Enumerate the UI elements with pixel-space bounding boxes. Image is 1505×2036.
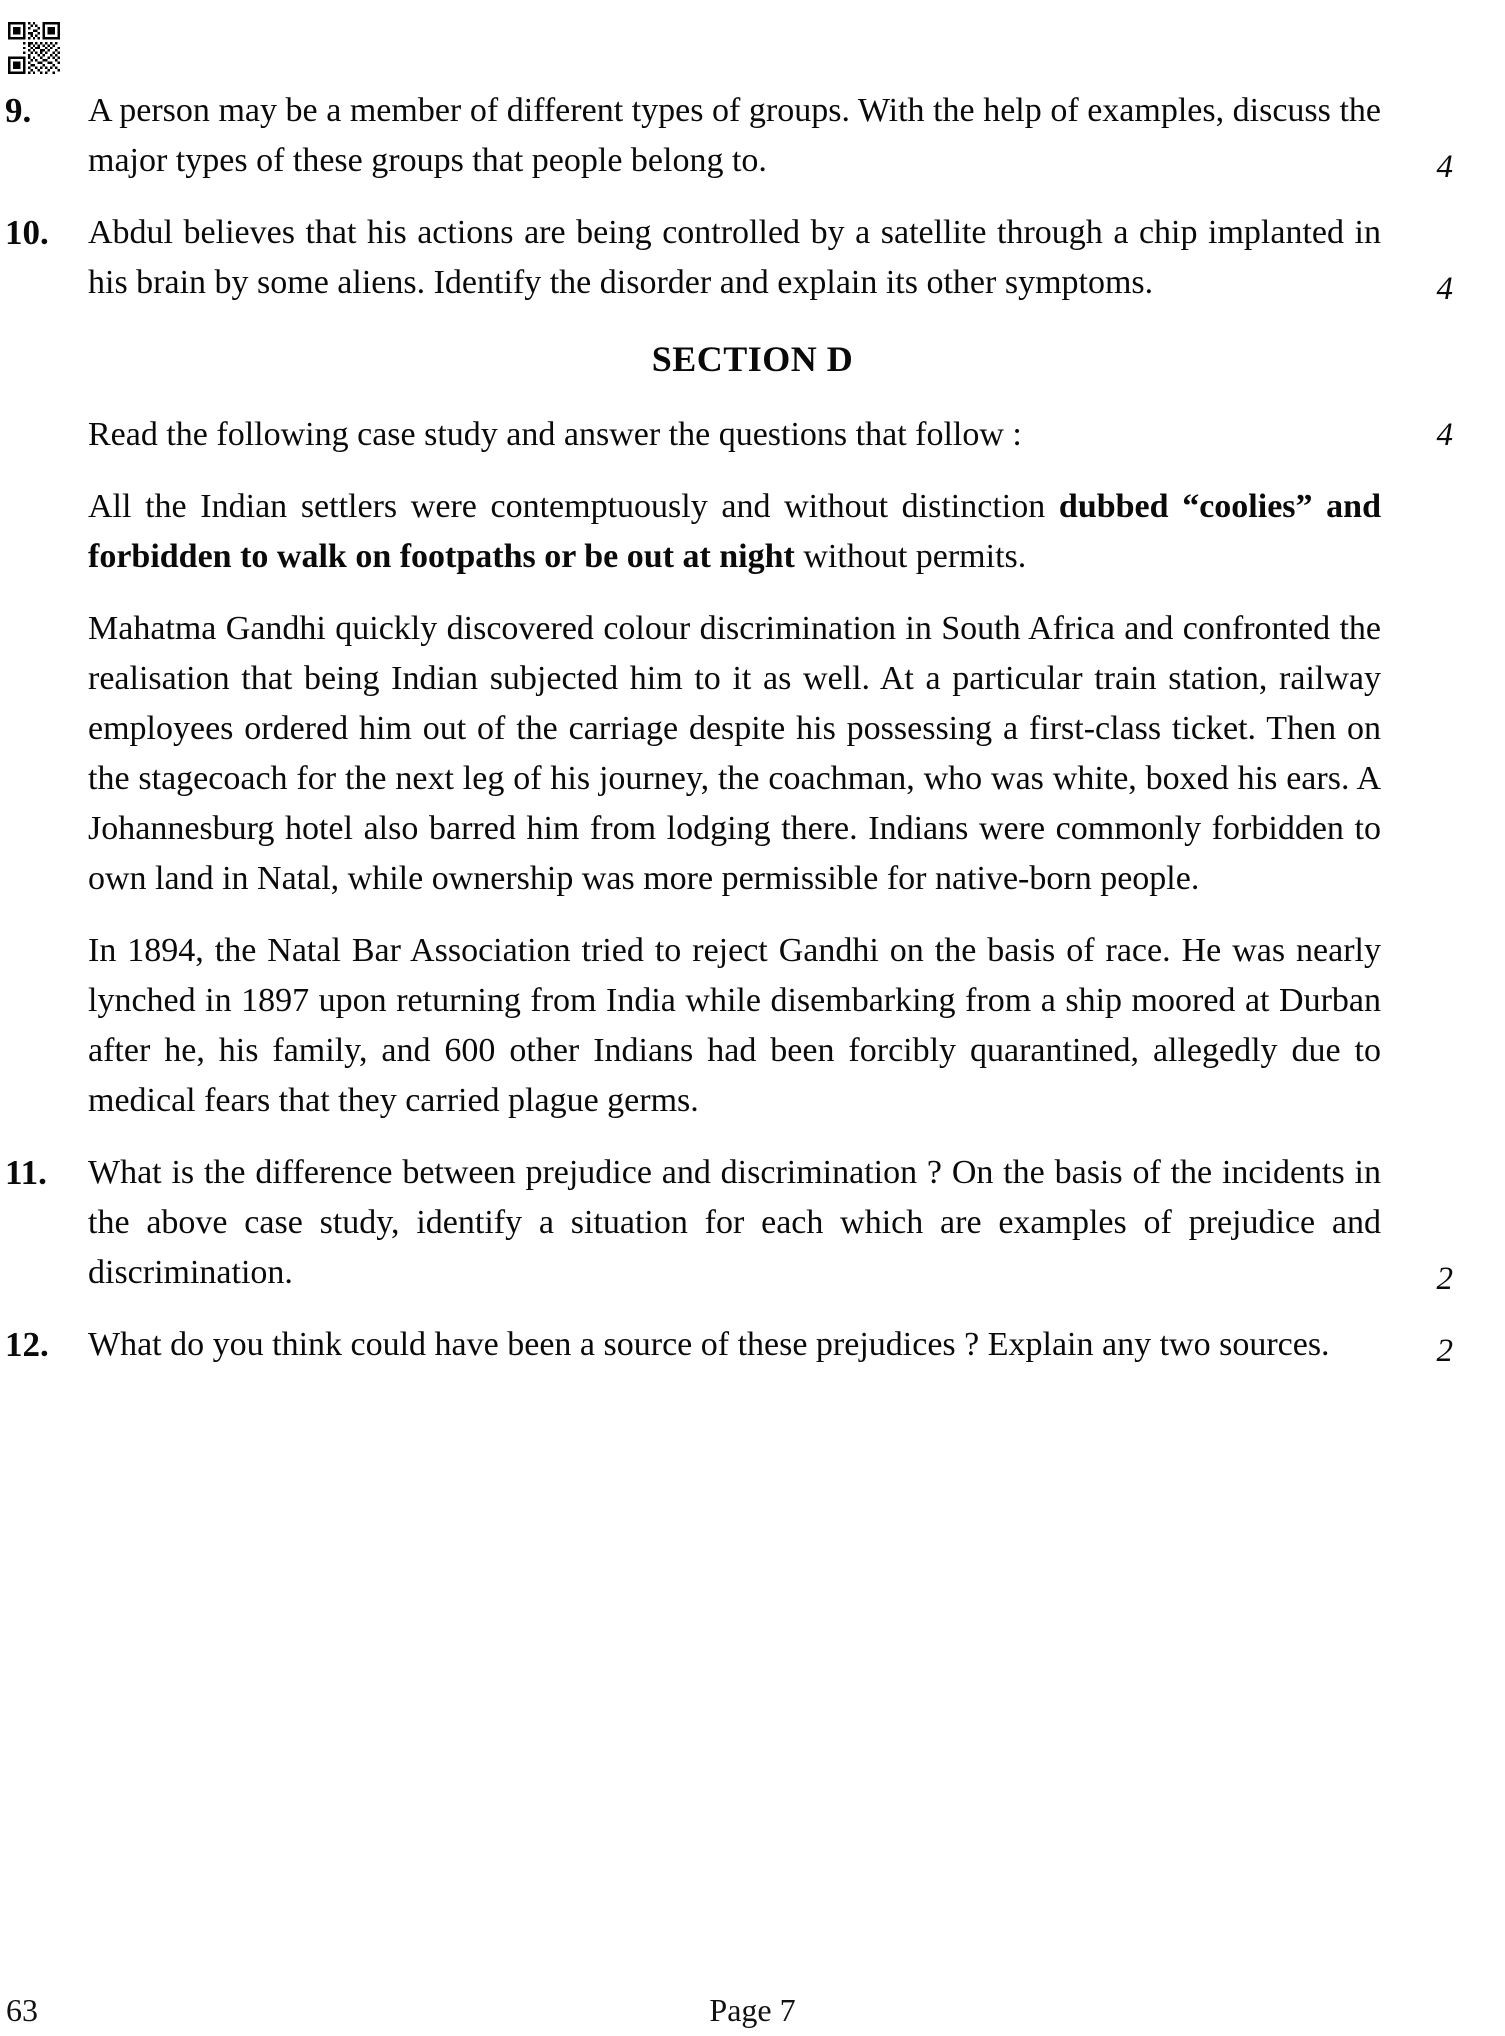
question-number: 11. [5, 1153, 47, 1192]
question-item [0, 1148, 1505, 1298]
page-content [0, 86, 1505, 1392]
question-number: 10. [5, 213, 49, 252]
qr-code [8, 22, 60, 74]
question-marks: 2 [1436, 1333, 1453, 1369]
footer-page-number: Page 7 [709, 1992, 796, 2028]
page-footer [0, 1992, 1505, 2036]
case-study-paragraph-2: Mahatma Gandhi quickly discovered colour discrimination in South Africa and confronted the realisation that being Indian subjected him to it as well. At a particular train station, railway employees ordered him out of the carriage despite his possessing a first-class ticket. Then on the stagecoach for the next leg of his journey, the coachman, who was white, boxed his ears. A Johannesburg hotel also barred him from lodging there. Indians were commonly forbidden to own land in Natal, while ownership was more permissible for native-born people. [88, 610, 1381, 897]
case-study-instruction [88, 410, 1453, 460]
question-item [0, 208, 1505, 308]
passage-text-bold: dubbed “coolies” and forbidden to walk on footpaths or be out at night [88, 488, 1381, 575]
question-text: What is the difference between prejudice and discrimination ? On the basis of the incidents in the above case study, identify a situation for each which are examples of prejudice and discrimination. [88, 1154, 1381, 1291]
section-heading: SECTION D [651, 339, 854, 379]
case-study-instruction-text: Read the following case study and answer the questions that follow : [88, 416, 1022, 453]
case-study-paragraph-1 [88, 482, 1381, 582]
passage-text-plain-tail: without permits. [794, 538, 1027, 575]
question-text: What do you think could have been a source of these prejudices ? Explain any two sources. [88, 1326, 1330, 1363]
question-number: 12. [5, 1325, 49, 1364]
question-item [0, 1320, 1505, 1370]
question-marks: 2 [1436, 1261, 1453, 1297]
question-number: 9. [5, 91, 32, 130]
case-study-instruction-marks: 4 [1436, 417, 1453, 453]
passage-text-plain-lead: All the Indian settlers were contemptuously and without distinction [88, 488, 1059, 525]
question-marks: 4 [1436, 149, 1453, 185]
question-item [0, 86, 1505, 186]
question-marks: 4 [1436, 271, 1453, 307]
question-text: A person may be a member of different types of groups. With the help of examples, discuss the major types of these groups that people belong to. [88, 92, 1381, 179]
footer-code: 63 [6, 1992, 38, 2028]
case-study-paragraph-3: In 1894, the Natal Bar Association tried to reject Gandhi on the basis of race. He was nearly lynched in 1897 upon returning from India while disembarking from a ship moored at Durban after he, his family, and 600 other Indians had been forcibly quarantined, allegedly due to medical fears that they carried plague germs. [88, 932, 1381, 1119]
question-text: Abdul believes that his actions are being controlled by a satellite through a chip implanted in his brain by some aliens. Identify the disorder and explain its other symptoms. [88, 214, 1381, 301]
